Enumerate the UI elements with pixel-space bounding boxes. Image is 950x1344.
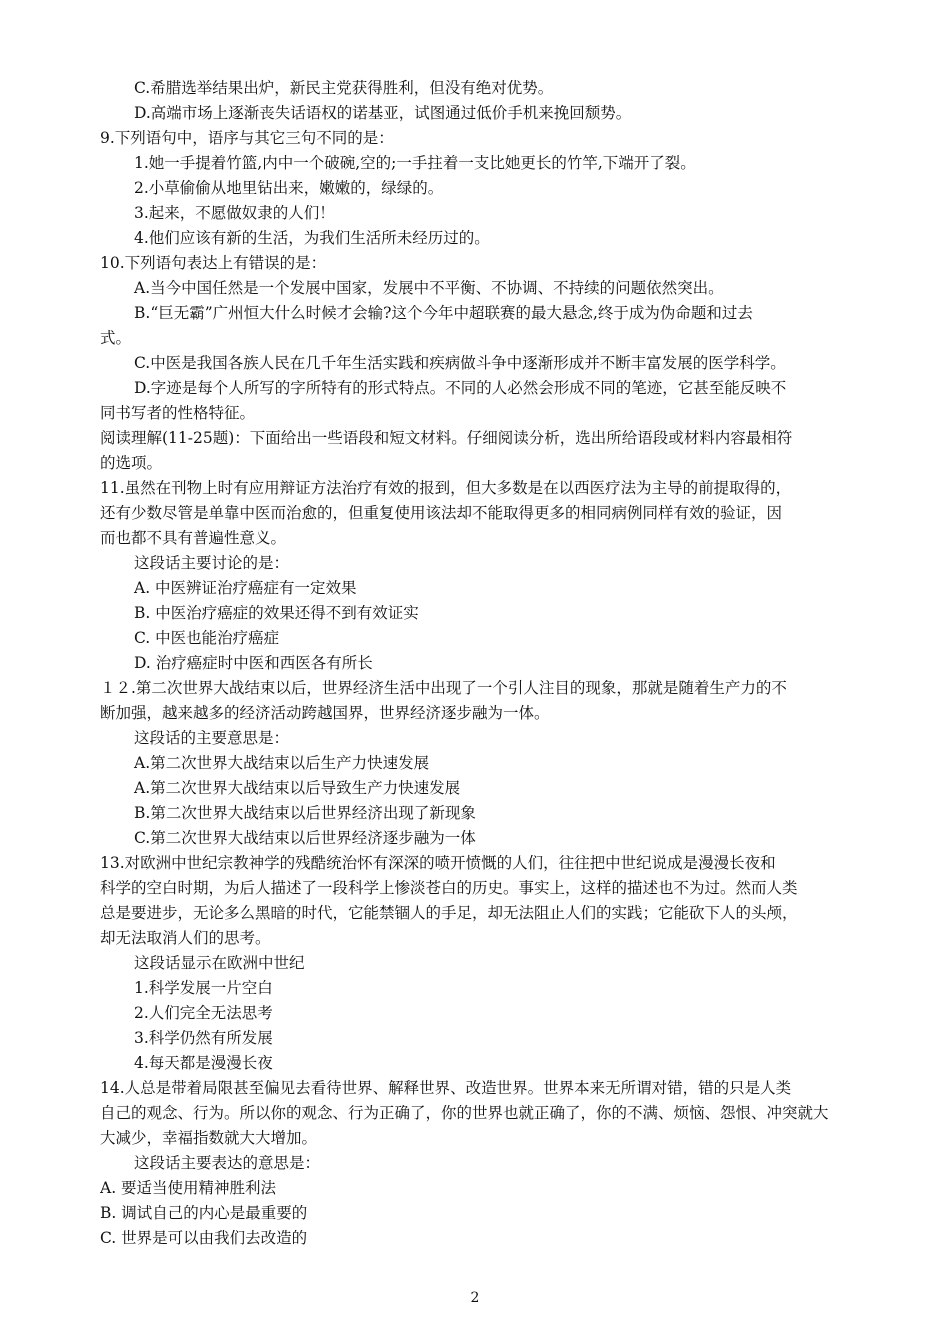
text-line: C.中医是我国各族人民在几千年生活实践和疾病做斗争中逐渐形成并不断丰富发展的医学科学。 (134, 354, 786, 372)
text-line: D.高端市场上逐渐丧失话语权的诺基亚，试图通过低价手机来挽回颓势。 (134, 104, 632, 122)
text-line: 9.下列语句中，语序与其它三句不同的是： (100, 129, 394, 147)
text-line: 阅读理解(11-25题)：下面给出一些语段和短文材料。仔细阅读分析，选出所给语段或材料内容最相符 (100, 429, 793, 447)
text-line: 却无法取消人们的思考。 (100, 929, 271, 947)
text-line: A.第二次世界大战结束以后生产力快速发展 (134, 754, 430, 772)
text-line: B.“巨无霸”广州恒大什么时候才会输?这个今年中超联赛的最大悬念,终于成为伪命题和过去 (134, 304, 753, 322)
text-line: 这段话主要讨论的是： (134, 554, 290, 572)
text-line: A. 要适当使用精神胜利法 (100, 1179, 277, 1197)
text-line: 4.每天都是漫漫长夜 (134, 1054, 273, 1072)
text-line: 1.科学发展一片空白 (134, 979, 273, 997)
text-line: 而也都不具有普遍性意义。 (100, 529, 287, 547)
page-content (100, 76, 835, 1251)
text-line: 大减少，幸福指数就大大增加。 (100, 1129, 318, 1147)
text-line: 13.对欧洲中世纪宗教神学的残酷统治怀有深深的喷开愤慨的人们，往往把中世纪说成是漫漫长夜和 (100, 854, 776, 872)
text-line: １２.第二次世界大战结束以后，世界经济生活中出现了一个引人注目的现象，那就是随着生产力的不 (100, 679, 787, 697)
text-line: A.当今中国任然是一个发展中国家，发展中不平衡、不协调、不持续的问题依然突出。 (134, 279, 724, 297)
text-line: B. 调试自己的内心是最重要的 (100, 1204, 308, 1222)
text-line: 2.小草偷偷从地里钻出来，嫩嫩的，绿绿的。 (134, 179, 444, 197)
text-line: C.第二次世界大战结束以后世界经济逐步融为一体 (134, 829, 476, 847)
text-line: 11.虽然在刊物上时有应用辩证方法治疗有效的报到，但大多数是在以西医疗法为主导的前提取得的， (100, 479, 792, 497)
text-line: 式。 (100, 329, 132, 347)
text-line: A.第二次世界大战结束以后导致生产力快速发展 (134, 779, 461, 797)
text-line: C. 世界是可以由我们去改造的 (100, 1229, 308, 1247)
text-line: 4.他们应该有新的生活，为我们生活所未经历过的。 (134, 229, 490, 247)
text-line: D.字迹是每个人所写的字所特有的形式特点。不同的人必然会形成不同的笔迹，它甚至能反映不 (134, 379, 787, 397)
text-line: 还有少数尽管是单靠中医而治愈的，但重复使用该法却不能取得更多的相同病例同样有效的验证，因 (100, 504, 783, 522)
text-line: 科学的空白时期，为后人描述了一段科学上惨淡苍白的历史。事实上，这样的描述也不为过。然而人类 (100, 879, 798, 897)
text-line: 2.人们完全无法思考 (134, 1004, 273, 1022)
text-line: A. 中医辨证治疗癌症有一定效果 (134, 579, 357, 597)
text-line: 断加强，越来越多的经济活动跨越国界，世界经济逐步融为一体。 (100, 704, 550, 722)
text-line: 总是要进步，无论多么黑暗的时代，它能禁锢人的手足，却无法阻止人们的实践；它能砍下人的头颅， (100, 904, 798, 922)
text-line: 的选项。 (100, 454, 163, 472)
text-line: 这段话显示在欧洲中世纪 (134, 954, 305, 972)
text-line: C.希腊选举结果出炉，新民主党获得胜利，但没有绝对优势。 (134, 79, 554, 97)
text-line: D. 治疗癌症时中医和西医各有所长 (134, 654, 373, 672)
text-line: 10.下列语句表达上有错误的是： (100, 254, 327, 272)
text-line: 这段话主要表达的意思是： (134, 1154, 321, 1172)
text-line: 3.科学仍然有所发展 (134, 1029, 273, 1047)
page-number: 2 (470, 1290, 480, 1306)
text-line: 3.起来，不愿做奴隶的人们！ (134, 204, 335, 222)
text-line: 这段话的主要意思是： (134, 729, 290, 747)
text-line: 1.她一手提着竹篮,内中一个破碗,空的;一手拄着一支比她更长的竹竿,下端开了裂。 (134, 154, 696, 172)
text-line: 同书写者的性格特征。 (100, 404, 256, 422)
text-line: B.第二次世界大战结束以后世界经济出现了新现象 (134, 804, 476, 822)
text-line: B. 中医治疗癌症的效果还得不到有效证实 (134, 604, 419, 622)
text-line: 自己的观念、行为。所以你的观念、行为正确了，你的世界也就正确了，你的不满、烦恼、怨恨、冲突就大 (100, 1104, 829, 1122)
text-line: C. 中医也能治疗癌症 (134, 629, 280, 647)
text-line: 14.人总是带着局限甚至偏见去看待世界、解释世界、改造世界。世界本来无所谓对错，错的只是人类 (100, 1079, 792, 1097)
